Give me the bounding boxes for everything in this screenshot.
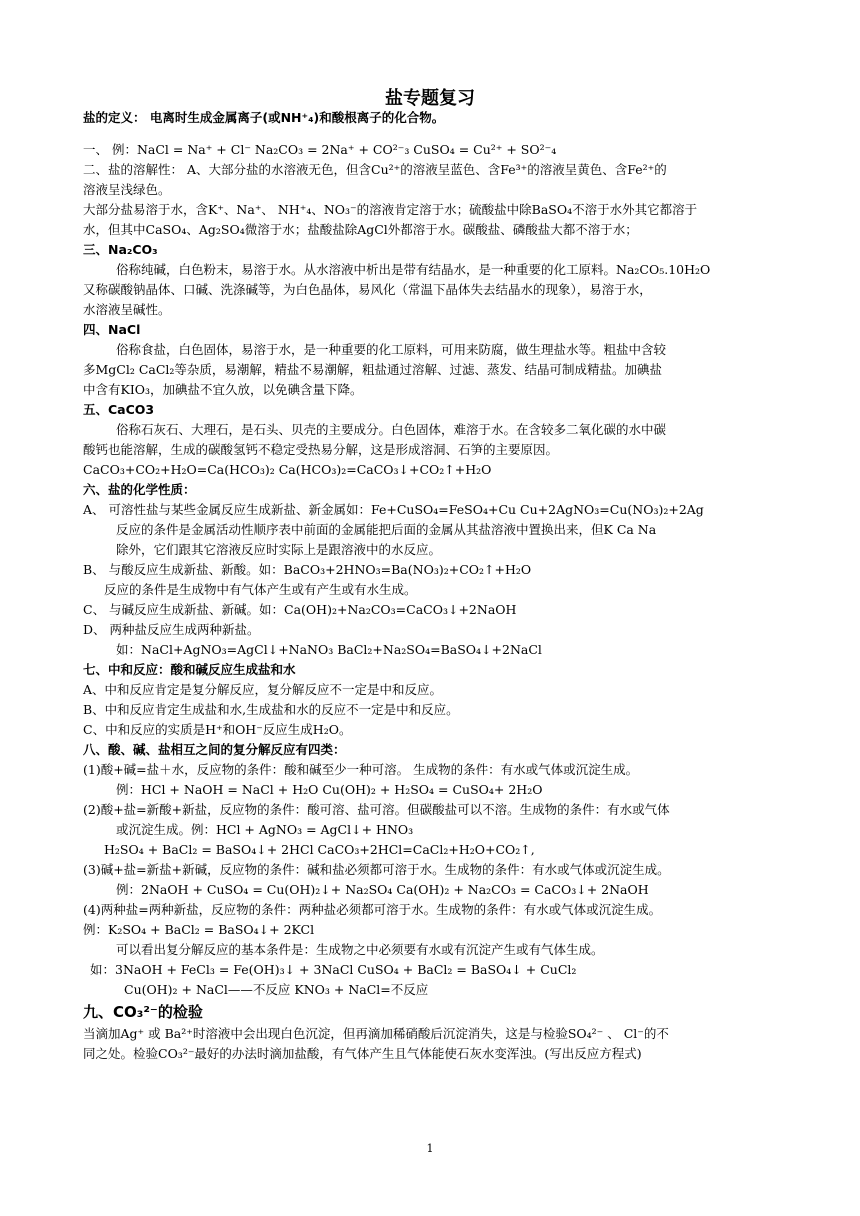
reaction-type-2-example: H₂SO₄ + BaCl₂ = BaSO₄↓+ 2HCl CaCO₃+2HCl=CaCl₂+H₂O+CO₂↑, bbox=[104, 842, 535, 857]
solubility-text: 大部分盐易溶于水，含K⁺、Na⁺、 NH⁺₄、NO₃⁻的溶液肯定溶于水；硫酸盐中除BaSO₄不溶于水外其它都溶于 bbox=[83, 202, 698, 217]
definition-line: 盐的定义： 电离时生成金属离子(或NH⁺₄)和酸根离子的化合物。 bbox=[83, 110, 445, 125]
solubility-heading: 二、盐的溶解性： A、大部分盐的水溶液无色，但含Cu²⁺的溶液呈蓝色、含Fe³⁺的溶液呈黄色、含Fe²⁺的 bbox=[83, 162, 667, 177]
neutralization-b: B、中和反应肯定生成盐和水,生成盐和水的反应不一定是中和反应。 bbox=[83, 702, 459, 717]
example-ionization: 一、 例：NaCl = Na⁺ + Cl⁻ Na₂CO₃ = 2Na⁺ + CO²⁻₃ CuSO₄ = Cu²⁺ + SO²⁻₄ bbox=[83, 142, 557, 157]
property-b-note: 反应的条件是生成物中有气体产生或有产生或有水生成。 bbox=[104, 582, 417, 597]
property-a-note: 除外，它们跟其它溶液反应时实际上是跟溶液中的水反应。 bbox=[116, 542, 442, 557]
reaction-type-3-example: 例：2NaOH + CuSO₄ = Cu(OH)₂↓+ Na₂SO₄ Ca(OH)₂ + Na₂CO₃ = CaCO₃↓+ 2NaOH bbox=[116, 882, 649, 897]
section-heading-chemical-properties: 六、盐的化学性质： bbox=[83, 482, 196, 497]
paragraph-line: 俗称食盐，白色固体，易溶于水，是一种重要的化工原料，可用来防腐，做生理盐水等。粗盐中含较 bbox=[116, 342, 667, 357]
section-heading-double-decomposition: 八、酸、碱、盐相互之间的复分解反应有四类： bbox=[83, 742, 346, 757]
reaction-type-4-example: 例：K₂SO₄ + BaCl₂ = BaSO₄↓+ 2KCl bbox=[83, 922, 315, 937]
neutralization-a: A、中和反应肯定是复分解反应，复分解反应不一定是中和反应。 bbox=[83, 682, 443, 697]
equation-line: CaCO₃+CO₂+H₂O=Ca(HCO₃)₂ Ca(HCO₃)₂=CaCO₃↓+CO₂↑+H₂O bbox=[83, 462, 492, 477]
solubility-text: 溶液呈浅绿色。 bbox=[83, 182, 171, 197]
section-heading-caco3: 五、CaCO3 bbox=[83, 402, 155, 417]
paragraph-line: 酸钙也能溶解，生成的碳酸氢钙不稳定受热易分解，这是形成溶洞、石笋的主要原因。 bbox=[83, 442, 559, 457]
page-title: 盐专题复习 bbox=[385, 88, 475, 109]
solubility-text: 水，但其中CaSO₄、Ag₂SO₄微溶于水；盐酸盐除AgCl外都溶于水。碳酸盐、磷酸盐大都不溶于水； bbox=[83, 222, 638, 237]
reaction-type-1-example: 例：HCl + NaOH = NaCl + H₂O Cu(OH)₂ + H₂SO₄ = CuSO₄+ 2H₂O bbox=[116, 782, 543, 797]
property-b: B、 与酸反应生成新盐、新酸。如：BaCO₃+2HNO₃=Ba(NO₃)₂+CO₂↑+H₂O bbox=[83, 562, 532, 577]
section-heading-nacl: 四、NaCl bbox=[83, 322, 141, 337]
summary-example: Cu(OH)₂ + NaCl——不反应 KNO₃ + NaCl=不反应 bbox=[124, 982, 429, 997]
property-d: D、 两种盐反应生成两种新盐。 bbox=[83, 622, 260, 637]
co3-test-text: 同之处。检验CO₃²⁻最好的办法时滴加盐酸，有气体产生且气体能使石灰水变浑浊。(写出反应方程式) bbox=[83, 1046, 642, 1061]
paragraph-line: 水溶液呈碱性。 bbox=[83, 302, 171, 317]
reaction-type-1: (1)酸+碱=盐＋水，反应物的条件：酸和碱至少一种可溶。 生成物的条件：有水或气体或沉淀生成。 bbox=[83, 762, 639, 777]
summary-example: 如：3NaOH + FeCl₃ = Fe(OH)₃↓ + 3NaCl CuSO₄ + BaCl₂ = BaSO₄↓ + CuCl₂ bbox=[90, 962, 577, 977]
co3-test-text: 当滴加Ag⁺ 或 Ba²⁺时溶液中会出现白色沉淀，但再滴加稀硝酸后沉淀消失，这是与检验SO₄²⁻ 、 Cl⁻的不 bbox=[83, 1026, 669, 1041]
property-c: C、 与碱反应生成新盐、新碱。如：Ca(OH)₂+Na₂CO₃=CaCO₃↓+2NaOH bbox=[83, 602, 517, 617]
section-heading-neutralization: 七、中和反应：酸和碱反应生成盐和水 bbox=[83, 662, 296, 677]
neutralization-c: C、中和反应的实质是H⁺和OH⁻反应生成H₂O。 bbox=[83, 722, 352, 737]
reaction-type-4: (4)两种盐=两种新盐，反应物的条件：两种盐必须都可溶于水。生成物的条件：有水或气体或沉淀生成。 bbox=[83, 902, 662, 917]
section-heading-na2co3: 三、Na₂CO₃ bbox=[83, 242, 158, 257]
reaction-condition-summary: 可以看出复分解反应的基本条件是：生成物之中必须要有水或有沉淀产生或有气体生成。 bbox=[116, 942, 604, 957]
paragraph-line: 俗称纯碱，白色粉末，易溶于水。从水溶液中析出是带有结晶水，是一种重要的化工原料。Na₂CO₅.10H₂O bbox=[116, 262, 711, 277]
property-a: A、 可溶性盐与某些金属反应生成新盐、新金属如：Fe+CuSO₄=FeSO₄+Cu Cu+2AgNO₃=Cu(NO₃)₂+2Ag bbox=[83, 502, 704, 517]
property-d-example: 如：NaCl+AgNO₃=AgCl↓+NaNO₃ BaCl₂+Na₂SO₄=BaSO₄↓+2NaCl bbox=[116, 642, 542, 657]
reaction-type-2: (2)酸+盐=新酸+新盐，反应物的条件：酸可溶、盐可溶。但碳酸盐可以不溶。生成物的条件：有水或气体 bbox=[83, 802, 670, 817]
paragraph-line: 多MgCl₂ CaCl₂等杂质，易潮解，精盐不易潮解，粗盐通过溶解、过滤、蒸发、结晶可制成精盐。加碘盐 bbox=[83, 362, 662, 377]
reaction-type-2-example: 或沉淀生成。例：HCl + AgNO₃ = AgCl↓+ HNO₃ bbox=[116, 822, 414, 837]
property-a-note: 反应的条件是金属活动性顺序表中前面的金属能把后面的金属从其盐溶液中置换出来，但K Ca Na bbox=[116, 522, 657, 537]
paragraph-line: 俗称石灰石、大理石，是石头、贝壳的主要成分。白色固体，难溶于水。在含较多二氧化碳的水中碳 bbox=[116, 422, 667, 437]
section-heading-co3-test: 九、CO₃²⁻的检验 bbox=[83, 1003, 203, 1021]
paragraph-line: 又称碳酸钠晶体、口碱、洗涤碱等，为白色晶体，易风化（常温下晶体失去结晶水的现象），易溶于水， bbox=[83, 282, 652, 297]
page-number: 1 bbox=[426, 1142, 434, 1155]
paragraph-line: 中含有KIO₃，加碘盐不宜久放，以免碘含量下降。 bbox=[83, 382, 363, 397]
reaction-type-3: (3)碱+盐=新盐+新碱，反应物的条件：碱和盐必须都可溶于水。生成物的条件：有水或气体或沉淀生成。 bbox=[83, 862, 670, 877]
